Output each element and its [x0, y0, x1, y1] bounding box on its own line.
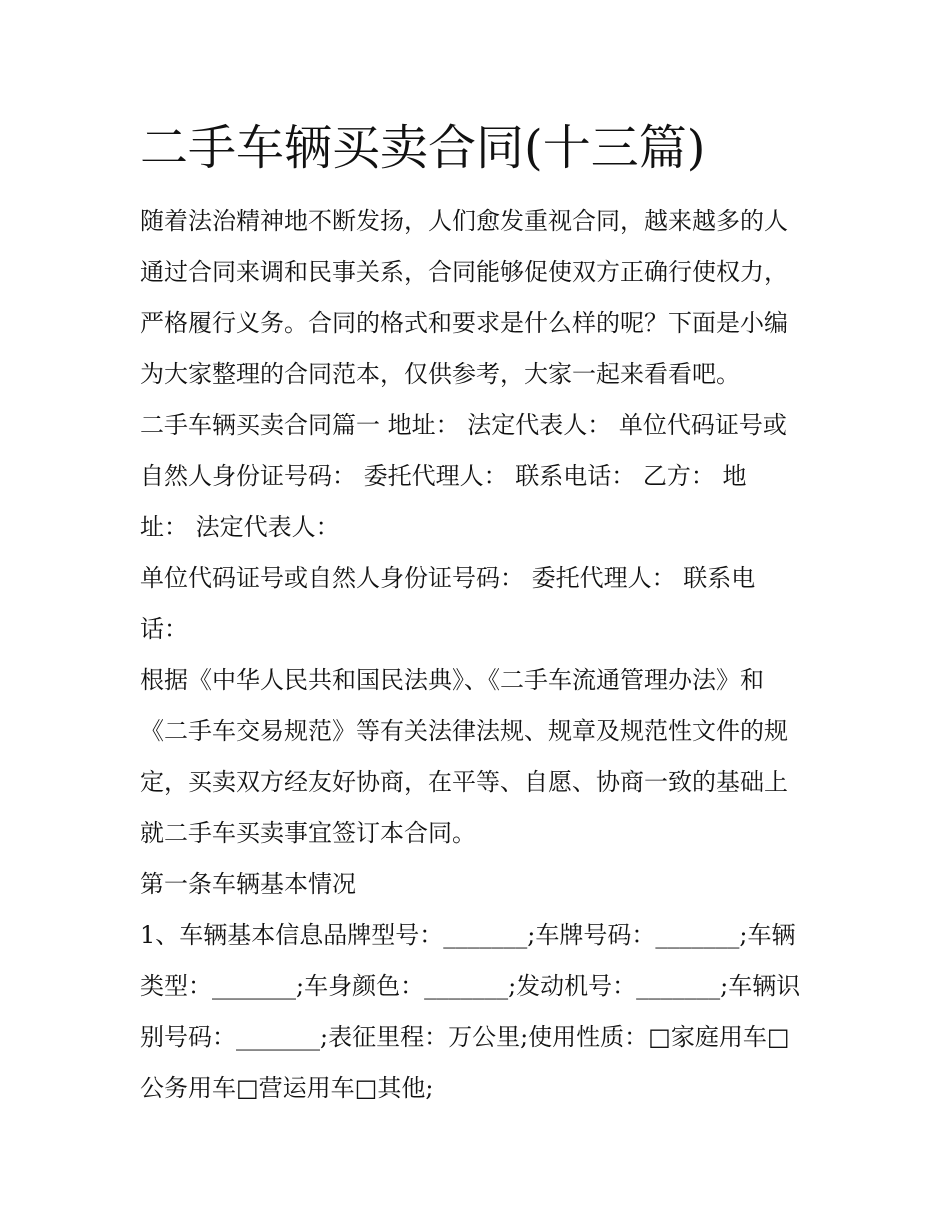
- paragraph-line: 自然人身份证号码： 委托代理人： 联系电话： 乙方： 地: [140, 462, 747, 490]
- paragraph-line: 定，买卖双方经友好协商，在平等、自愿、协商一致的基础上: [140, 768, 788, 796]
- paragraph-line: 通过合同来调和民事关系，合同能够促使双方正确行使权力，: [140, 258, 788, 286]
- paragraph-line: 话：: [140, 615, 188, 643]
- paragraph-line: 就二手车买卖事宜签订本合同。: [140, 819, 476, 847]
- paragraph-line: 《二手车交易规范》等有关法律法规、规章及规范性文件的规: [140, 717, 788, 745]
- paragraph-line: 1、车辆基本信息品牌型号：_______;车牌号码：_______;车辆: [140, 921, 796, 949]
- paragraph-line: 二手车辆买卖合同篇一 地址： 法定代表人： 单位代码证号或: [140, 411, 787, 439]
- paragraph-line: 单位代码证号或自然人身份证号码： 委托代理人： 联系电: [140, 564, 756, 592]
- paragraph-line: 别号码：_______;表征里程：万公里;使用性质：□家庭用车□: [140, 1023, 790, 1051]
- paragraph-line: 公务用车□营运用车□其他;: [140, 1074, 434, 1102]
- paragraph-line: 严格履行义务。合同的格式和要求是什么样的呢？下面是小编: [140, 309, 788, 337]
- document-title: 二手车辆买卖合同(十三篇): [140, 120, 706, 176]
- section-heading: 第一条车辆基本情况: [140, 870, 356, 898]
- paragraph-line: 根据《中华人民共和国民法典》、《二手车流通管理办法》和: [140, 666, 764, 694]
- paragraph-line: 类型：_______;车身颜色：_______;发动机号：_______;车辆识: [140, 972, 801, 1000]
- paragraph-line: 为大家整理的合同范本，仅供参考，大家一起来看看吧。: [140, 360, 740, 388]
- paragraph-line: 随着法治精神地不断发扬，人们愈发重视合同，越来越多的人: [140, 207, 788, 235]
- paragraph-line: 址： 法定代表人：: [140, 513, 340, 541]
